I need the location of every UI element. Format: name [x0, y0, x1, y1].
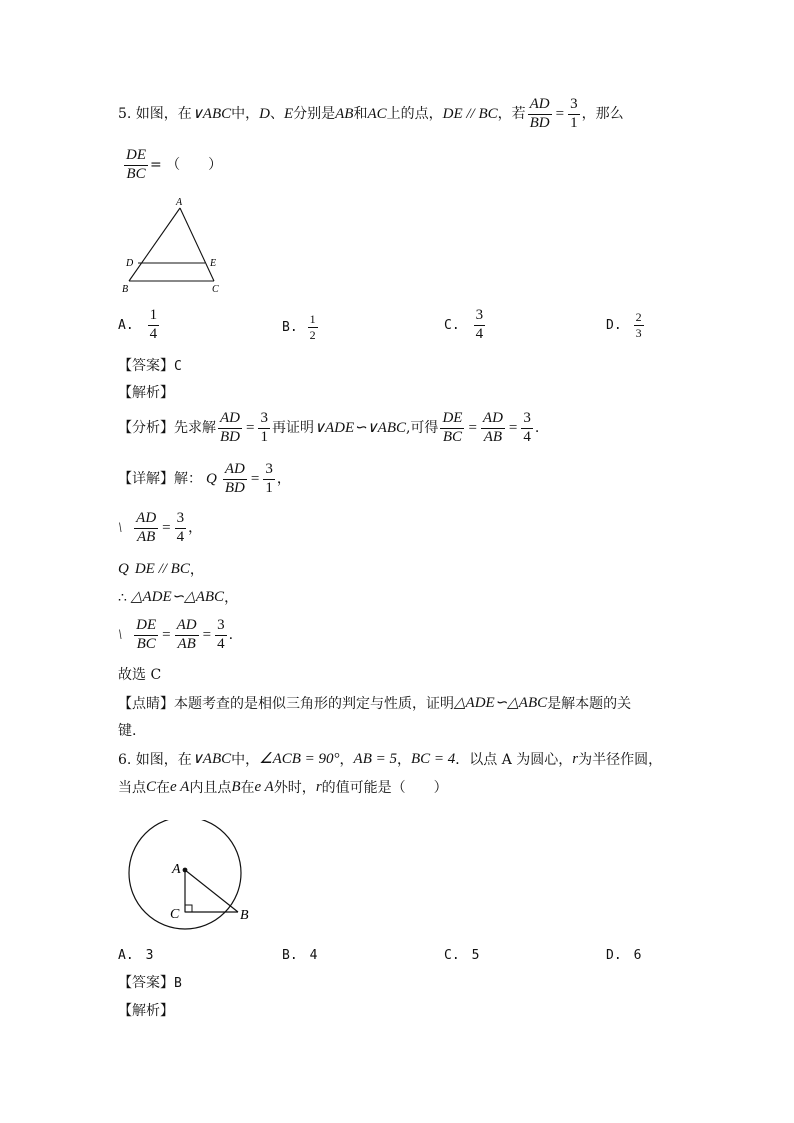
q5-answer — [118, 359, 182, 373]
q5-label-e: E — [210, 258, 217, 269]
q6-answer-tag: 【答案】 — [118, 975, 174, 991]
q6-option-a[interactable] — [118, 949, 153, 962]
q5-s5-3: 3 — [215, 618, 227, 636]
q5-option-b-num: 1 — [309, 312, 316, 326]
q5-dianjing-line1 — [118, 696, 631, 711]
q5-stem-a: 5. 如图，在 — [118, 106, 192, 123]
q6-line1-d: 为半径作圆， — [578, 751, 663, 768]
q5-ask-frac — [124, 148, 148, 183]
q6-option-b[interactable] — [282, 949, 317, 962]
q6-r-1: r — [572, 751, 579, 767]
q6-option-b-val: 4 — [309, 948, 318, 963]
q5-fenxi-frac-34 — [521, 411, 533, 446]
q5-fenxi-frac-adab — [481, 411, 505, 446]
q5-sep: 、 — [269, 106, 284, 123]
q5-stem-g: ，那么 — [581, 106, 624, 123]
q5-option-d[interactable] — [606, 311, 646, 339]
q6-comma-2: ， — [396, 751, 411, 768]
q5-fenxi-period: . — [534, 420, 540, 437]
q5-option-a-key: A. — [118, 317, 134, 333]
q6-circle-2: e A — [254, 779, 274, 795]
q5-option-b-den: 2 — [309, 327, 316, 342]
q5-because-1: Q — [206, 470, 217, 487]
q5-label-d: D — [126, 258, 134, 269]
q5-xiangjie-line — [118, 462, 291, 497]
q5-s5-ad: AD — [175, 618, 199, 636]
q5-triangle-figure — [114, 194, 226, 298]
q5-step-3 — [118, 562, 204, 577]
q5-side-ab — [129, 208, 180, 281]
q5-fenxi-ad2: AD — [481, 411, 505, 429]
q6-side-ab — [185, 870, 238, 912]
q5-fenxi-eq3: = — [508, 419, 518, 436]
q5-s2-comma: ， — [188, 520, 203, 537]
q5-step-4 — [118, 590, 238, 605]
q5-fenxi-bc: BC — [442, 428, 463, 445]
q5-s5-ab: AB — [177, 635, 196, 652]
q6-angle: ∠ACB = 90° — [259, 751, 340, 767]
q6-answer — [118, 976, 182, 990]
q6-point-b: B — [231, 779, 241, 795]
q6-line2-a: 当点 — [118, 779, 146, 796]
q5-ratio-den: BD — [529, 114, 550, 131]
q5-stem-f: ，若 — [497, 106, 526, 123]
q5-ratio-frac — [528, 97, 552, 132]
q6-triangle: ∨ABC — [191, 751, 232, 767]
q5-option-c-num: 3 — [474, 308, 486, 326]
q5-fenxi-eq1: = — [246, 419, 255, 436]
q5-option-b-key: B. — [282, 319, 298, 335]
q5-eq: = — [555, 105, 565, 122]
q5-point-d: D — [259, 105, 270, 122]
q5-option-a-frac — [148, 308, 160, 343]
q5-s3-comma: ， — [189, 561, 204, 578]
q5-fenxi-sim: ∨ADE∽∨ABC — [313, 419, 406, 436]
q5-fenxi-frac-debc — [440, 411, 464, 446]
q5-analysis-tag: 【解析】 — [118, 385, 174, 401]
q5-stem-c: 分别是 — [293, 106, 336, 123]
q5-fenxi-frac-31 — [258, 411, 270, 446]
q5-stem-e: 上的点， — [386, 106, 443, 123]
q5-stem-line2 — [122, 148, 222, 183]
q6-circle-1: e A — [170, 779, 190, 795]
q6-comma-1: ， — [339, 751, 354, 768]
q5-option-c-key: C. — [444, 317, 460, 333]
q5-dianjing-a: 本题考查的是相似三角形的判定与性质，证明 — [174, 695, 454, 712]
q6-line2-d: 在 — [240, 779, 255, 796]
q5-stem-b: 中， — [231, 106, 260, 123]
q6-option-d-val: 6 — [633, 948, 642, 963]
q5-xiangjie-a: 解： — [174, 471, 202, 488]
q6-analysis-tag: 【解析】 — [118, 1003, 174, 1019]
q5-fenxi-c: ,可得 — [405, 420, 439, 437]
q5-option-c-frac — [474, 308, 486, 343]
q5-s5-bc: BC — [136, 635, 156, 652]
q5-fenxi-tag: 【分析】 — [118, 420, 174, 437]
q5-s2-eq: = — [162, 519, 171, 536]
q6-line2-b: 在 — [156, 779, 171, 796]
q6-circle-figure — [120, 820, 270, 932]
q5-option-d-key: D. — [606, 317, 622, 333]
q5-xj-eq: = — [250, 470, 260, 487]
q5-fenxi-bd: BD — [220, 428, 240, 445]
q5-xj-frac-31 — [263, 462, 275, 497]
q5-answer-tag: 【答案】 — [118, 358, 174, 374]
q5-fenxi-3: 3 — [258, 411, 270, 429]
q5-stem-line1 — [118, 97, 624, 132]
q6-center-dot — [183, 868, 188, 873]
q6-stem-line2 — [118, 780, 448, 795]
q5-s2-4: 4 — [176, 528, 185, 545]
q5-value-frac — [568, 97, 580, 132]
q5-ask-num: DE — [124, 148, 148, 166]
q5-xj-1: 1 — [265, 479, 273, 496]
q5-value-den: 1 — [570, 114, 578, 131]
q5-therefore-1: \ — [118, 519, 123, 536]
q5-xj-3: 3 — [263, 462, 275, 480]
q5-triangle-abc: ∨ABC — [191, 105, 232, 122]
q5-option-a-den: 4 — [149, 325, 158, 342]
q5-stem-d: 和 — [353, 106, 368, 123]
q6-point-c: C — [146, 779, 157, 795]
q5-therefore-2: ∴ — [118, 589, 127, 606]
q5-fenxi-4: 4 — [523, 428, 531, 445]
q5-xj-comma: ， — [276, 471, 291, 488]
q5-fenxi-line — [118, 411, 539, 446]
q5-fenxi-b: 再证明 — [271, 420, 314, 437]
q5-s3-parallel: DE // BC — [134, 561, 190, 577]
q5-s5-frac-34 — [215, 618, 227, 653]
q6-line1-c: ．以点 A 为圆心， — [455, 751, 573, 768]
q5-choose: 故选 C — [118, 667, 162, 683]
q5-option-c-den: 4 — [475, 325, 484, 342]
q5-s5-eq2: = — [202, 626, 212, 643]
q5-xj-ad: AD — [223, 462, 247, 480]
q6-right-angle-mark — [185, 905, 192, 912]
q5-option-d-frac — [634, 311, 644, 339]
q5-fenxi-3b: 3 — [521, 411, 533, 429]
q5-s5-de: DE — [134, 618, 158, 636]
q6-line2-c: 内且点 — [189, 779, 232, 796]
q5-xiangjie-tag: 【详解】 — [118, 471, 174, 488]
q5-ask-den: BC — [126, 165, 146, 182]
q5-ratio-num: AD — [528, 97, 552, 115]
q5-s2-3: 3 — [175, 511, 187, 529]
q5-dianjing-tag: 【点睛】 — [118, 695, 174, 712]
q5-s4-comma: ， — [224, 589, 239, 606]
q5-parallel: DE // BC — [442, 105, 498, 122]
q6-label-a: A — [172, 862, 181, 877]
q6-answer-value: B — [174, 975, 182, 991]
q5-s2-frac-adab — [134, 511, 158, 546]
q5-step-2 — [118, 511, 202, 546]
q6-line2-e: 外时， — [273, 779, 316, 796]
q6-line1-a: 6. 如图，在 — [118, 751, 192, 768]
q5-option-c[interactable] — [444, 308, 487, 343]
q6-label-b: B — [240, 908, 249, 923]
q5-xj-frac-adbd — [223, 462, 247, 497]
q5-label-a: A — [176, 197, 183, 208]
q5-s2-ad: AD — [134, 511, 158, 529]
q5-option-d-den: 3 — [635, 325, 642, 340]
q5-s4-sim: △ADE∽△ABC — [130, 589, 225, 605]
q5-value-num: 3 — [568, 97, 580, 115]
q6-ab: AB = 5 — [353, 751, 397, 767]
q5-label-b: B — [122, 284, 129, 295]
q5-s5-frac-adab — [175, 618, 199, 653]
q5-fenxi-ad: AD — [218, 411, 242, 429]
q5-label-c: C — [212, 284, 219, 295]
q5-dianjing-line2: 键. — [118, 723, 137, 739]
q5-option-d-num: 2 — [635, 310, 642, 324]
q5-because-2: Q — [118, 561, 129, 577]
q6-line1-b: 中， — [231, 751, 260, 768]
q5-ask-tail: = （ ） — [150, 157, 223, 174]
q6-option-d[interactable] — [606, 949, 641, 962]
q5-fenxi-de: DE — [440, 411, 464, 429]
q5-option-a[interactable] — [118, 308, 161, 343]
q6-label-c: C — [170, 907, 180, 922]
q6-option-a-val: 3 — [145, 948, 154, 963]
q6-r-2: r — [315, 779, 322, 795]
q5-fenxi-1: 1 — [260, 428, 268, 445]
q5-xj-bd: BD — [224, 479, 245, 496]
q6-option-a-key: A. — [118, 948, 134, 963]
q5-option-b-frac — [308, 313, 318, 341]
q5-dianjing-b: 是解本题的关 — [547, 695, 632, 712]
q5-s2-ab: AB — [137, 528, 156, 545]
q5-point-e: E — [283, 105, 294, 122]
q6-option-d-key: D. — [606, 948, 622, 963]
q6-stem-line1 — [118, 752, 662, 767]
q5-seg-ab: AB — [335, 105, 354, 122]
q5-fenxi-ab: AB — [483, 428, 503, 445]
q6-option-c[interactable] — [444, 949, 479, 962]
q5-fenxi-a: 先求解 — [174, 420, 216, 437]
q5-dianjing-sim: △ADE∽△ABC — [454, 695, 548, 711]
q5-side-ac — [180, 208, 217, 281]
q5-option-b[interactable] — [282, 313, 320, 341]
q6-option-b-key: B. — [282, 948, 298, 963]
q5-option-a-num: 1 — [148, 308, 160, 326]
q5-fenxi-frac-adbd — [218, 411, 242, 446]
q5-s5-4: 4 — [217, 635, 225, 652]
q5-fenxi-eq2: = — [468, 419, 477, 436]
q5-therefore-3: \ — [118, 626, 123, 643]
q5-s5-period: . — [228, 627, 234, 644]
q6-option-c-key: C. — [444, 948, 460, 963]
q5-s5-frac-debc — [134, 618, 158, 653]
q6-option-c-val: 5 — [471, 948, 480, 963]
q5-step-5 — [118, 618, 233, 653]
q5-answer-value: C — [174, 358, 182, 374]
q6-line2-f: 的值可能是（ ） — [321, 779, 448, 796]
q5-seg-ac: AC — [367, 105, 387, 122]
q5-s5-eq1: = — [162, 626, 171, 643]
q5-s2-frac-34 — [175, 511, 187, 546]
q6-bc: BC = 4 — [410, 751, 456, 767]
